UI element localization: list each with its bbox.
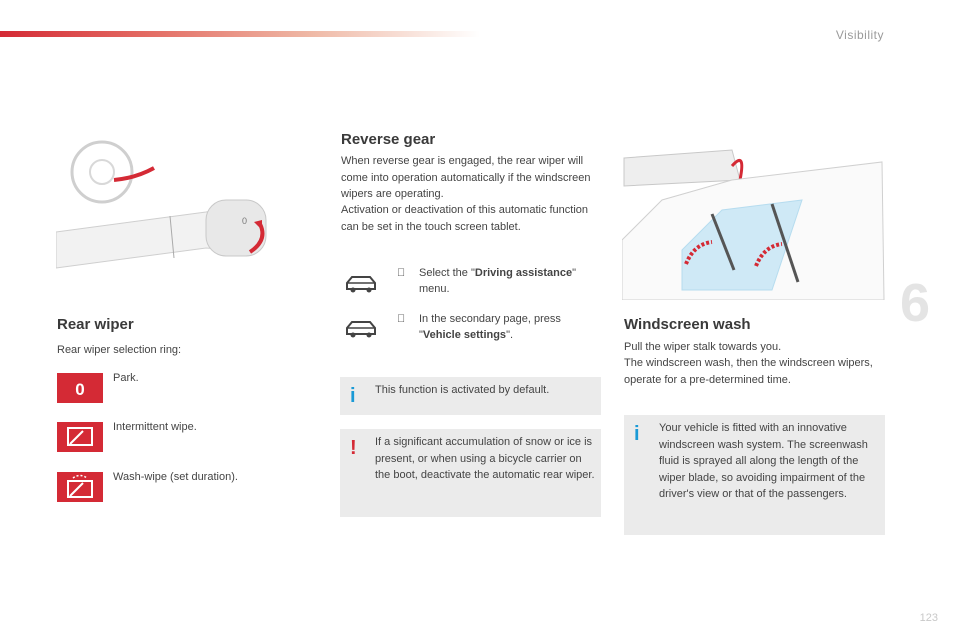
rear-wiper-item-intermittent: Intermittent wipe. bbox=[113, 421, 197, 433]
section-title: Visibility bbox=[835, 28, 884, 42]
windscreen-wash-para1: Pull the wiper stalk towards you. bbox=[624, 341, 782, 353]
chapter-number: 6 bbox=[900, 273, 931, 333]
reverse-gear-para1: When reverse gear is engaged, the rear wiper will come into operation automatically if the windscreen wipers are operating. bbox=[341, 155, 591, 200]
wash-wipe-icon bbox=[57, 472, 103, 502]
info-box-default bbox=[340, 377, 601, 415]
page-number: 123 bbox=[919, 612, 938, 624]
rear-wiper-item-wash-wipe: Wash-wipe (set duration). bbox=[113, 471, 238, 483]
rear-wiper-stalk-illustration bbox=[56, 140, 296, 280]
reverse-gear-heading: Reverse gear bbox=[341, 131, 436, 148]
header-accent-bar bbox=[0, 31, 480, 37]
info-icon: i bbox=[350, 385, 356, 407]
car-settings-icon bbox=[343, 318, 379, 345]
rear-wiper-item-park: Park. bbox=[113, 372, 139, 384]
warning-box bbox=[340, 429, 601, 517]
info-icon: i bbox=[634, 423, 640, 445]
step-select-menu: Select the "Driving assistance" menu. bbox=[419, 267, 577, 295]
rear-wiper-heading: Rear wiper bbox=[57, 316, 134, 333]
step-vehicle-settings: In the secondary page, press "Vehicle settings". bbox=[419, 313, 561, 341]
windscreen-wash-para2: The windscreen wash, then the windscreen wipers, operate for a pre-determined time. bbox=[624, 357, 873, 386]
windscreen-wash-heading: Windscreen wash bbox=[624, 316, 751, 333]
warning-text: If a significant accumulation of snow or ice is present, or when using a bicycle carrier on the boot, deactivate the automatic rear wiper. bbox=[375, 436, 595, 481]
bullet-icon bbox=[397, 311, 405, 327]
warning-icon: ! bbox=[350, 437, 357, 459]
info-text-default: This function is activated by default. bbox=[375, 384, 550, 396]
svg-text:0: 0 bbox=[242, 216, 248, 226]
svg-text:0: 0 bbox=[75, 380, 85, 399]
car-settings-icon bbox=[343, 273, 379, 300]
rear-wiper-intro: Rear wiper selection ring: bbox=[57, 344, 182, 356]
bullet-icon bbox=[397, 265, 405, 281]
info-box-screenwash bbox=[624, 415, 885, 535]
reverse-gear-para2: Activation or deactivation of this automatic function can be set in the touch screen tablet. bbox=[341, 204, 589, 233]
windscreen-wash-illustration bbox=[622, 140, 887, 300]
info-text-screenwash: Your vehicle is fitted with an innovative windscreen wash system. The screenwash fluid is sprayed all along the length of the wiper blade, so avoiding impairment of the driver's view or that of the passengers. bbox=[659, 422, 868, 500]
intermittent-wipe-icon bbox=[57, 422, 103, 452]
park-zero-icon bbox=[57, 373, 103, 403]
